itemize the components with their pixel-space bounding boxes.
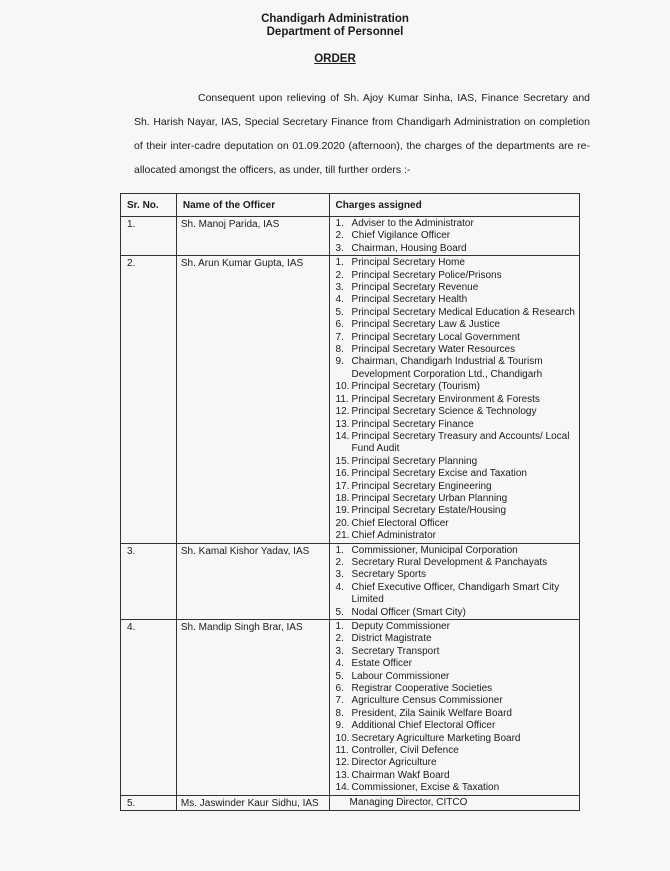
charge-number: 2. [335,269,344,281]
row-charges [329,795,579,810]
charge-number: 2. [335,230,344,242]
charge-text: Principal Secretary Planning [351,455,478,467]
charge-text: Principal Secretary Estate/Housing [351,505,507,517]
charge-number: 16. [335,468,350,480]
row-sr-no: 3. [121,543,177,619]
charge-number: 15. [335,455,350,467]
charge-item [336,708,577,720]
charge-item [336,381,577,393]
row-sr-no: 2. [121,256,177,543]
charge-number: 11. [335,745,349,757]
charge-item [336,607,577,619]
charge-number: 7. [335,331,344,343]
order-title: ORDER [314,53,356,65]
charge-text: Controller, Civil Defence [351,745,459,757]
charge-number: 12. [335,757,350,769]
charge-text: Principal Secretary Engineering [351,480,492,492]
charge-item [336,530,577,542]
charge-text: President, Zila Sainik Welfare Board [351,707,512,719]
charge-item [336,282,577,294]
charge-item [336,230,577,242]
charge-item [336,770,577,782]
charge-item [336,319,577,331]
charge-item [336,658,577,670]
row-officer-name: Sh. Mandip Singh Brar, IAS [176,620,329,796]
charge-number: 17. [335,480,350,492]
charge-item [336,582,577,607]
header-officer-name: Name of the Officer [176,194,329,217]
table-header-row [121,194,580,217]
charge-item [336,394,577,406]
charge-number: 4. [335,581,344,593]
charge-number: 1. [335,621,344,632]
charge-number: 21. [335,530,350,542]
charge-number: 1. [335,257,344,269]
order-paragraph: Consequent upon relieving of Sh. Ajoy Kumar Sinha, IAS, Finance Secretary and Sh. Harish Nayar, IAS, Special Secretary Finance from Chandigarh Administration on completion of their inter-cadre deputation on 01.09.2020 (afternoon), the charges of the departments are re-allocated amongst the officers, as under, till further orders :- [134,92,590,176]
table-row [121,256,580,543]
charge-text: Director Agriculture [351,757,437,769]
charge-number: 5. [335,306,344,318]
charge-text: Principal Secretary Home [351,257,465,269]
charge-item [336,671,577,683]
header-line-2: Department of Personnel [266,26,404,38]
charge-item [336,332,577,344]
charge-text: Principal Secretary Finance [351,418,474,430]
charge-text: Estate Officer [351,658,412,670]
charge-number: 3. [335,242,344,254]
row-charges [329,543,579,619]
charge-item [336,406,577,418]
charge-text: Principal Secretary Environment & Forests [351,393,540,405]
row-officer-name: Sh. Kamal Kishor Yadav, IAS [176,543,329,619]
charge-text: Chief Electoral Officer [351,517,449,529]
charge-text: Principal Secretary Local Government [351,331,520,343]
charge-item [336,356,577,381]
header-charges: Charges assigned [329,194,579,217]
charge-number: 1. [335,544,344,556]
charge-item [336,695,577,707]
charge-text: Commissioner, Municipal Corporation [351,544,518,556]
charge-number: 4. [335,658,344,670]
charge-item [336,468,577,480]
charge-number: 9. [335,720,344,732]
charge-number: 3. [335,569,344,581]
charge-number: 5. [335,606,344,618]
charge-text: Principal Secretary Excise and Taxation [351,468,527,480]
charge-text: Chairman Wakf Board [351,769,450,781]
charge-number: 13. [335,418,350,430]
row-sr-no: 1. [121,217,177,256]
charge-text: Registrar Cooperative Societies [351,683,493,695]
charge-text: Principal Secretary Treasury and Accounts/ Local Fund Audit [351,430,570,455]
charge-number: 20. [335,517,350,529]
charge-item [336,294,577,306]
charge-text: Principal Secretary Law & Justice [351,319,500,331]
charge-text: District Magistrate [351,633,432,645]
charge-item [336,745,577,757]
charge-text: Chief Executive Officer, Chandigarh Smart City Limited [351,581,560,606]
row-officer-name: Sh. Arun Kumar Gupta, IAS [176,256,329,543]
header-sr-no: Sr. No. [121,194,177,217]
charges-list [336,545,577,619]
charge-text: Principal Secretary (Tourism) [351,381,480,393]
charge-text: Secretary Transport [351,645,440,657]
charge-number: 4. [335,294,344,306]
charge-number: 3. [335,282,344,294]
charge-number: 6. [335,319,344,331]
charge-text: Principal Secretary Health [351,294,468,306]
charge-item [336,757,577,769]
charges-table [120,193,580,811]
charge-text: Secretary Rural Development & Panchayats [351,556,548,568]
charge-item [336,683,577,695]
charge-item [336,633,577,645]
row-sr-no: 4. [121,620,177,796]
row-sr-no: 5. [121,795,177,810]
charge-text: Nodal Officer (Smart City) [351,606,466,618]
charge-text: Chairman, Chandigarh Industrial & Tourism Development Corporation Ltd., Chandigarh [351,356,543,380]
table-row [121,543,580,619]
charge-item [336,557,577,569]
charge-text: Principal Secretary Revenue [351,282,479,294]
charge-text: Labour Commissioner [351,670,450,682]
charge-item [336,257,577,269]
charge-item [336,307,577,319]
charge-item [336,733,577,745]
table-row [121,217,580,256]
charge-item [336,270,577,282]
charge-text: Principal Secretary Medical Education & Research [351,306,575,318]
charge-item [336,344,577,356]
charge-item [336,646,577,658]
charge-text: Chief Vigilance Officer [351,230,451,242]
charge-number: 12. [335,406,350,418]
charge-text: Chief Administrator [351,530,437,542]
row-charges [329,620,579,796]
charge-number: 6. [335,683,344,695]
charge-number: 11. [335,393,349,405]
charge-number: 2. [335,556,344,568]
charge-item [336,218,577,230]
charge-text: Secretary Agriculture Marketing Board [351,732,521,744]
charge-text: Agriculture Census Commissioner [351,695,503,707]
charge-number: 9. [335,356,344,368]
charge-text: Principal Secretary Urban Planning [351,492,508,504]
charge-text: Secretary Sports [351,569,427,581]
charges-list [336,621,577,795]
charge-number: 1. [335,218,344,229]
table-row [121,620,580,796]
charge-item [336,419,577,431]
charge-text: Principal Secretary Police/Prisons [351,269,502,281]
charge-text: Additional Chief Electoral Officer [351,720,496,732]
charge-item: Managing Director, CITCO [349,796,468,808]
charge-item [336,782,577,794]
charge-item [336,518,577,530]
charge-number: 14. [335,782,350,794]
charge-item [336,545,577,557]
charge-number: 7. [335,695,344,707]
charge-item [336,493,577,505]
charge-number: 18. [335,492,350,504]
charge-text: Deputy Commissioner [351,621,450,632]
charge-number: 3. [335,645,344,657]
charges-list [336,257,577,542]
charge-number: 13. [335,769,350,781]
header-line-1: Chandigarh Administration [261,13,409,25]
charge-text: Principal Secretary Water Resources [351,344,516,356]
charge-item [336,569,577,581]
row-officer-name: Sh. Manoj Parida, IAS [176,217,329,256]
row-charges [329,256,579,543]
charge-item [336,431,577,456]
charge-number: 19. [335,505,350,517]
charge-number: 2. [335,633,344,645]
charge-text: Principal Secretary Science & Technology [351,406,537,418]
charge-number: 10. [335,381,350,393]
charges-list [336,218,577,255]
charge-item [336,481,577,493]
charge-item [336,243,577,255]
table-row [121,795,580,810]
charge-item [336,621,577,633]
charge-text: Adviser to the Administrator [351,218,474,229]
row-officer-name: Ms. Jaswinder Kaur Sidhu, IAS [176,795,329,810]
charge-number: 8. [335,344,344,356]
charge-item [336,505,577,517]
charge-text: Commissioner, Excise & Taxation [351,782,500,794]
charge-number: 10. [335,732,350,744]
charge-number: 5. [335,670,344,682]
row-charges [329,217,579,256]
charge-item [336,456,577,468]
charge-number: 8. [335,707,344,719]
charge-text: Chairman, Housing Board [351,242,467,254]
charge-number: 14. [335,430,350,442]
charge-item [336,720,577,732]
